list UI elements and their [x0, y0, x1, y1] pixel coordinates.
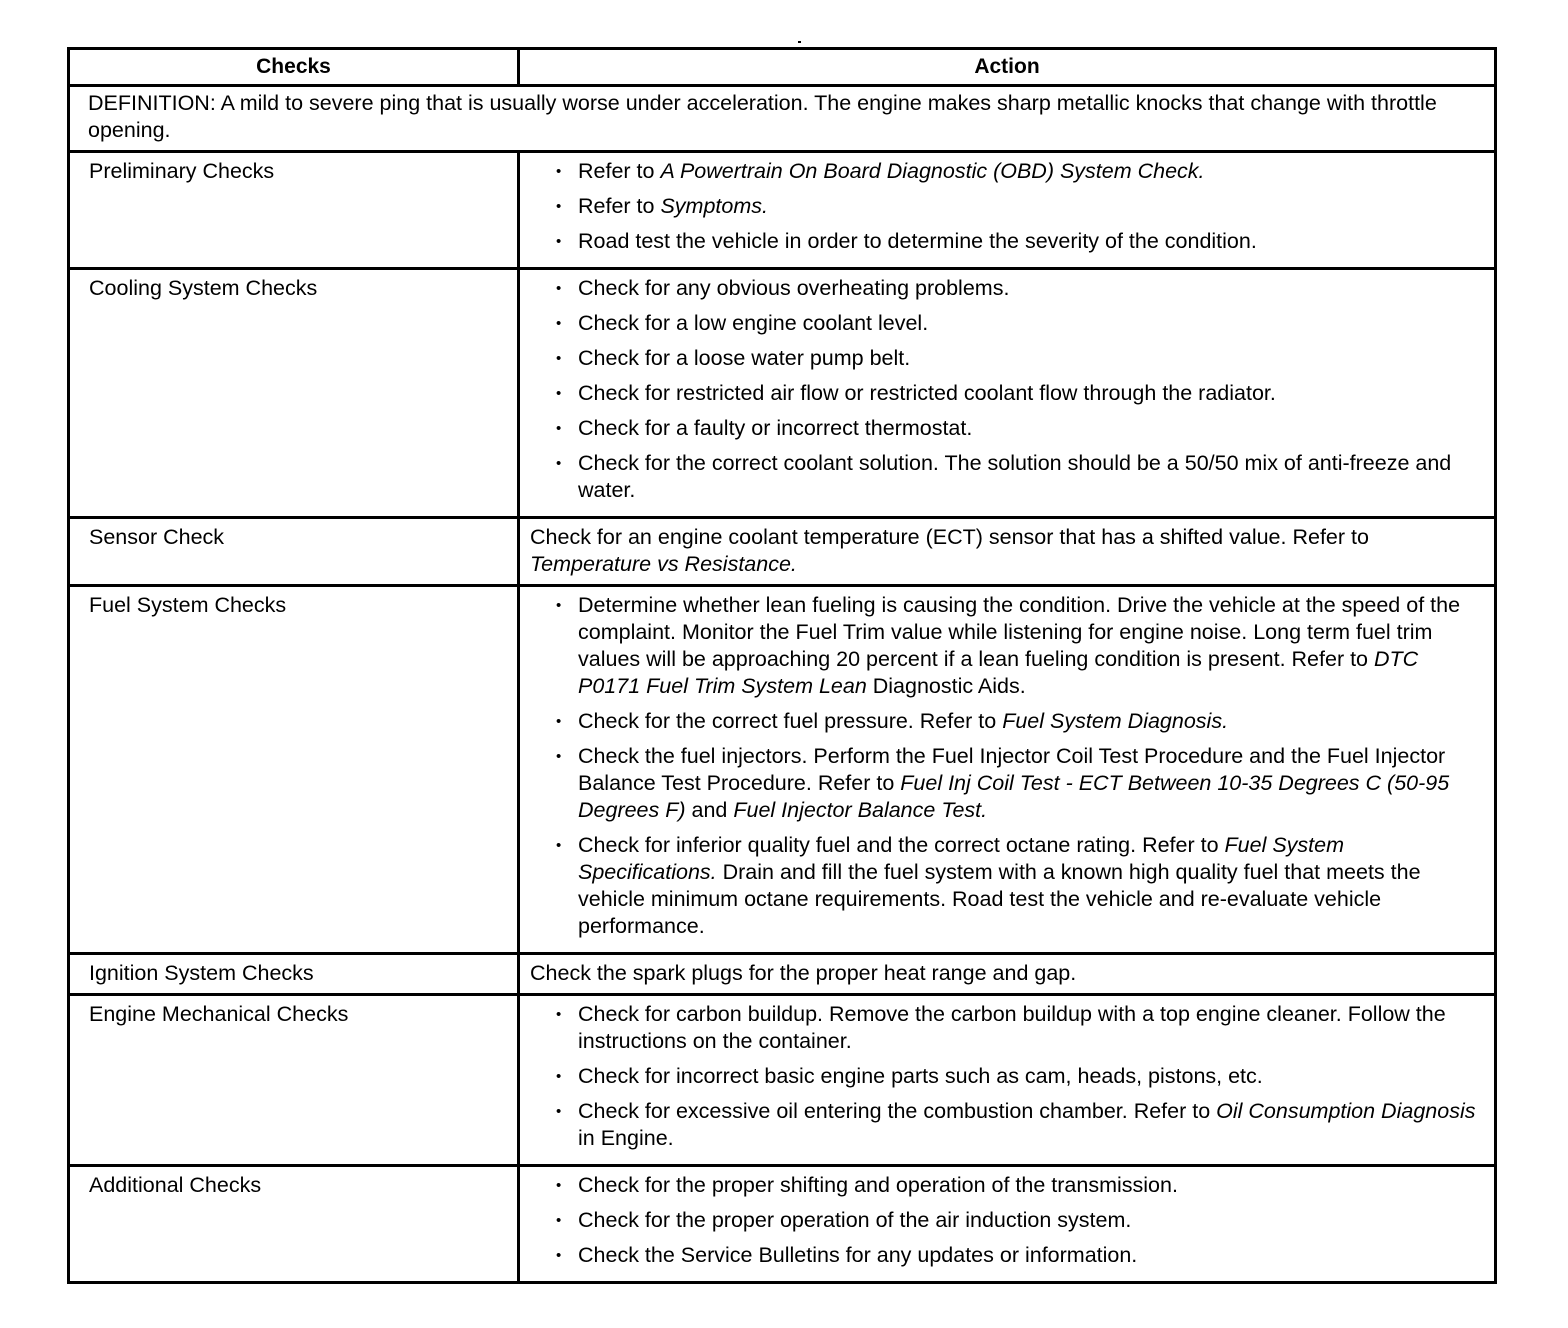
- action-list: [520, 592, 1482, 940]
- table-row-cooling-system-checks: [69, 269, 1496, 518]
- action-text: Check for restricted air flow or restricted coolant flow through the radiator.: [578, 381, 1276, 405]
- action-text: Check for the proper shifting and operation of the transmission.: [578, 1173, 1178, 1197]
- action-text: Check for carbon buildup. Remove the carbon buildup with a top engine cleaner. Follow the instructions on the container.: [578, 1002, 1446, 1053]
- check-label: Ignition System Checks: [69, 954, 519, 995]
- action-list-item: [520, 1242, 1482, 1269]
- action-cell: [519, 518, 1496, 586]
- check-label: Engine Mechanical Checks: [69, 995, 519, 1166]
- check-label: Cooling System Checks: [69, 269, 519, 518]
- action-cell: [519, 954, 1496, 995]
- reference-link-text: Fuel Inj Coil Test - ECT Between 10-35 Degrees C (50-95 Degrees F): [578, 771, 1450, 822]
- definition-text: DEFINITION: A mild to severe ping that is usually worse under acceleration. The engine makes sharp metallic knocks that change with throttle opening.: [69, 86, 1496, 152]
- action-cell: [519, 152, 1496, 269]
- action-list-item: [520, 345, 1482, 372]
- action-cell: [519, 269, 1496, 518]
- action-text: Check for any obvious overheating problems.: [578, 276, 1010, 300]
- action-list-item: [520, 1001, 1482, 1055]
- reference-link-text: Fuel System Diagnosis.: [1002, 709, 1229, 733]
- action-cell: [519, 1166, 1496, 1283]
- action-list: [520, 1001, 1482, 1152]
- action-text: in Engine.: [578, 1126, 674, 1150]
- action-list: [520, 1172, 1482, 1269]
- reference-link-text: Temperature vs Resistance.: [530, 552, 797, 576]
- action-list-item: [520, 310, 1482, 337]
- action-text: Check for the proper operation of the air induction system.: [578, 1208, 1132, 1232]
- action-text: Determine whether lean fueling is causing the condition. Drive the vehicle at the speed of the complaint. Monitor the Fuel Trim value while listening for engine noise. Long term fuel trim values will be approaching 20 percent if a lean fueling condition is present. Refer to: [578, 593, 1461, 671]
- action-cell: [519, 995, 1496, 1166]
- action-list-item: [520, 1063, 1482, 1090]
- table-row-engine-mechanical-checks: [69, 995, 1496, 1166]
- action-list: [520, 275, 1482, 504]
- checks-column-header: Checks: [69, 49, 519, 86]
- action-text: Check for a faulty or incorrect thermostat.: [578, 416, 973, 440]
- action-paragraph: [530, 524, 1484, 578]
- action-list-item: [520, 592, 1482, 700]
- action-list-item: [520, 743, 1482, 824]
- check-label: Additional Checks: [69, 1166, 519, 1283]
- reference-link-text: A Powertrain On Board Diagnostic (OBD) System Check.: [660, 159, 1205, 183]
- action-list-item: [520, 832, 1482, 940]
- action-text: Check for a loose water pump belt.: [578, 346, 911, 370]
- action-list-item: [520, 1207, 1482, 1234]
- definition-row: [69, 86, 1496, 152]
- action-text: Check for inferior quality fuel and the correct octane rating. Refer to: [578, 833, 1225, 857]
- table-row-additional-checks: [69, 1166, 1496, 1283]
- action-text: Check for the correct fuel pressure. Refer to: [578, 709, 1003, 733]
- action-text: Check for the correct coolant solution. The solution should be a 50/50 mix of anti-freeze and water.: [578, 451, 1452, 502]
- action-text: Check for an engine coolant temperature (ECT) sensor that has a shifted value. Refer to: [530, 525, 1369, 549]
- action-text: Check the Service Bulletins for any updates or information.: [578, 1243, 1138, 1267]
- check-label: Preliminary Checks: [69, 152, 519, 269]
- action-list-item: [520, 158, 1482, 185]
- action-list: [520, 158, 1482, 255]
- action-text: Road test the vehicle in order to determine the severity of the condition.: [578, 229, 1257, 253]
- reference-link-text: Fuel Injector Balance Test.: [733, 798, 988, 822]
- action-list-item: [520, 708, 1482, 735]
- action-cell: [519, 586, 1496, 954]
- action-column-header: Action: [519, 49, 1496, 86]
- action-text: Check the spark plugs for the proper heat range and gap.: [530, 961, 1077, 985]
- table-row-ignition-system-checks: [69, 954, 1496, 995]
- diagnostic-table: [67, 47, 1497, 1284]
- action-text: Drain and fill the fuel system with a known high quality fuel that meets the vehicle minimum octane requirements. Road test the vehicle and re-evaluate vehicle performance.: [578, 860, 1421, 938]
- reference-link-text: Symptoms.: [660, 194, 768, 218]
- table-row-fuel-system-checks: [69, 586, 1496, 954]
- action-text: Check for excessive oil entering the combustion chamber. Refer to: [578, 1099, 1217, 1123]
- action-text: Check for incorrect basic engine parts such as cam, heads, pistons, etc.: [578, 1064, 1263, 1088]
- action-list-item: [520, 1172, 1482, 1199]
- action-text: Refer to: [578, 159, 661, 183]
- check-label: Fuel System Checks: [69, 586, 519, 954]
- check-label: Sensor Check: [69, 518, 519, 586]
- action-text: Refer to: [578, 194, 661, 218]
- action-list-item: [520, 1098, 1482, 1152]
- action-text: Check the fuel injectors. Perform the Fuel Injector Coil Test Procedure and the Fuel Injector Balance Test Procedure. Refer to: [578, 744, 1446, 795]
- action-list-item: [520, 415, 1482, 442]
- action-text: Check for a low engine coolant level.: [578, 311, 929, 335]
- action-list-item: [520, 380, 1482, 407]
- table-row-sensor-check: [69, 518, 1496, 586]
- action-text: Diagnostic Aids.: [866, 674, 1026, 698]
- action-list-item: [520, 228, 1482, 255]
- header-row: [69, 49, 1496, 86]
- table-body: [69, 86, 1496, 1283]
- table-row-preliminary-checks: [69, 152, 1496, 269]
- action-list-item: [520, 275, 1482, 302]
- action-paragraph: [530, 960, 1484, 987]
- action-list-item: [520, 193, 1482, 220]
- action-list-item: [520, 450, 1482, 504]
- scan-speck: [798, 41, 801, 43]
- reference-link-text: Fuel System Specifications.: [578, 833, 1345, 884]
- action-text: and: [685, 798, 734, 822]
- reference-link-text: DTC P0171 Fuel Trim System Lean: [578, 647, 1419, 698]
- reference-link-text: Oil Consumption Diagnosis: [1216, 1099, 1476, 1123]
